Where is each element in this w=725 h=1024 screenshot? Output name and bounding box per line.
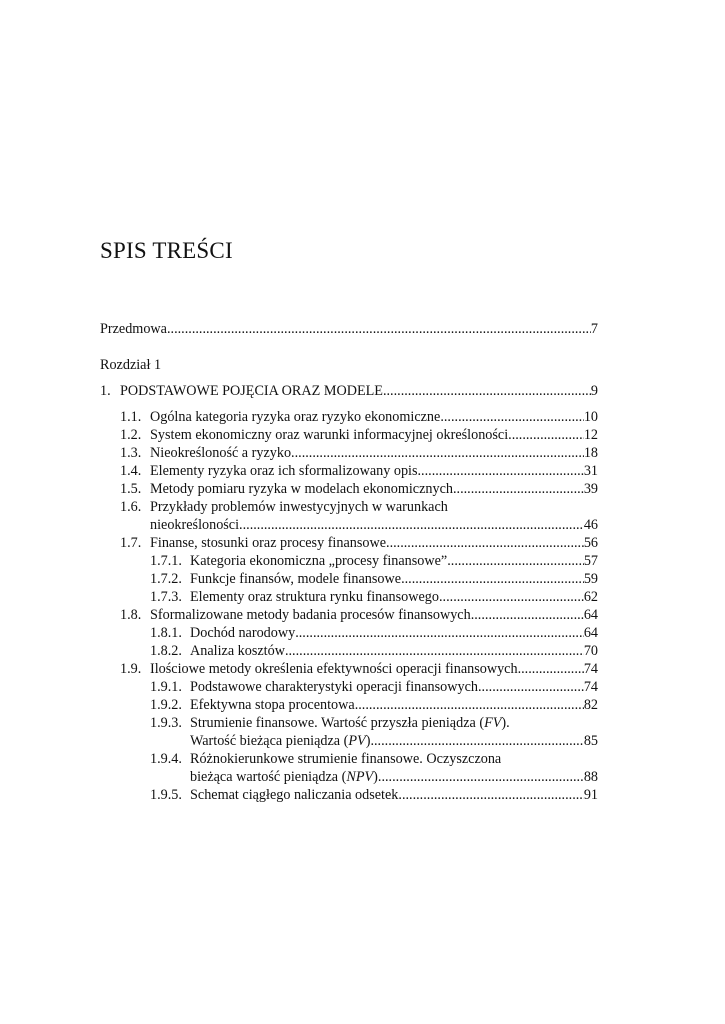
- toc-entry-1-8: [100, 606, 598, 624]
- toc-entry-title: Ogólna kategoria ryzyka oraz ryzyko ekonomiczne: [150, 409, 441, 425]
- toc-entry-1-9: [100, 660, 598, 678]
- page-title: SPIS TREŚCI: [100, 238, 233, 263]
- toc-entry-number: 1.7.3.: [150, 589, 182, 605]
- toc-page-number: 10: [583, 409, 598, 425]
- toc-entry-title: Sformalizowane metody badania procesów finansowych: [150, 607, 471, 623]
- toc-entry-number: 1.8.1.: [150, 625, 182, 641]
- toc-entry-title: Schemat ciągłego naliczania odsetek: [190, 787, 399, 803]
- toc-entry-1-7-3: [100, 588, 598, 606]
- toc-entry-1-8-2: [100, 642, 598, 660]
- dot-leader: [386, 534, 584, 552]
- toc-entry-number: 1.5.: [120, 481, 142, 497]
- toc-entry-1-4: [100, 462, 598, 480]
- toc-entry-title: Podstawowe charakterystyki operacji finansowych: [190, 679, 478, 695]
- toc-entry-number: 1.9.3.: [150, 715, 182, 731]
- toc-entry-title: nieokreśloności: [150, 517, 240, 533]
- toc-entry-1-7-1: [100, 552, 598, 570]
- toc-page-number: 59: [583, 571, 598, 587]
- toc-entry-1-5: [100, 480, 598, 498]
- toc-entry-title: Efektywna stopa procentowa: [190, 697, 355, 713]
- toc-entry-number: 1.1.: [120, 409, 142, 425]
- dot-leader: [378, 768, 584, 786]
- toc-entry-1-2: [100, 426, 598, 444]
- dot-leader: [447, 552, 584, 570]
- dot-leader: [471, 606, 584, 624]
- toc-entry-title: Przedmowa: [100, 321, 167, 337]
- toc-page-number: 62: [583, 589, 598, 605]
- dot-leader: [291, 444, 584, 462]
- toc-entry-1-9-1: [100, 678, 598, 696]
- toc-entry-preface: [100, 320, 598, 338]
- toc-entry-title: [190, 714, 510, 732]
- toc-entry-number: 1.7.: [120, 535, 142, 551]
- dot-leader: [401, 570, 584, 588]
- toc-entry-title: Funkcje finansów, modele finansowe: [190, 571, 402, 587]
- dot-leader: [239, 516, 584, 534]
- toc-page-number: 9: [590, 383, 598, 399]
- title-text: ): [365, 733, 371, 749]
- toc-entry-title: Przykłady problemów inwestycyjnych w warunkach: [150, 499, 448, 515]
- toc-page-number: 18: [583, 445, 598, 461]
- toc-entry-title: [190, 768, 378, 786]
- toc-entry-title: [190, 732, 370, 750]
- dot-leader: [518, 660, 584, 678]
- title-text: Wartość bieżąca pieniądza (: [190, 733, 349, 749]
- toc-page-number: 7: [590, 321, 598, 337]
- toc-entry-title: PODSTAWOWE POJĘCIA ORAZ MODELE: [120, 383, 383, 399]
- toc-entry-title: Różnokierunkowe strumienie finansowe. Oczyszczona: [190, 751, 502, 767]
- toc-entry-1-9-4: [100, 750, 598, 768]
- toc-page-number: 64: [583, 625, 598, 641]
- toc-entry-number: 1.8.2.: [150, 643, 182, 659]
- toc-entry-1-7-2: [100, 570, 598, 588]
- toc-entry-chapter-1: [100, 382, 598, 400]
- toc-page-number: 91: [583, 787, 598, 803]
- dot-leader: [453, 480, 584, 498]
- toc-page-number: 31: [583, 463, 598, 479]
- dot-leader: [478, 678, 584, 696]
- toc-entry-1-9-3-continued: [100, 732, 598, 750]
- toc-entry-1-9-2: [100, 696, 598, 714]
- toc-entry-1-3: [100, 444, 598, 462]
- title-italic-abbrev: PV: [348, 733, 366, 749]
- toc-entry-number: 1.9.4.: [150, 751, 182, 767]
- toc-entry-number: 1.2.: [120, 427, 142, 443]
- dot-leader: [295, 624, 584, 642]
- toc-page-number: 39: [583, 481, 598, 497]
- toc-entry-title: Elementy oraz struktura rynku finansowego: [190, 589, 439, 605]
- toc-page-number: 85: [583, 733, 598, 749]
- toc-entry-number: 1.: [100, 383, 111, 399]
- dot-leader: [355, 696, 584, 714]
- toc-entry-title: Nieokreśloność a ryzyko: [150, 445, 292, 461]
- toc-entry-number: 1.3.: [120, 445, 142, 461]
- dot-leader: [418, 462, 584, 480]
- toc-entry-1-9-4-continued: [100, 768, 598, 786]
- toc-entry-title: Finanse, stosunki oraz procesy finansowe: [150, 535, 387, 551]
- toc-entry-1-1: [100, 408, 598, 426]
- dot-leader: [370, 732, 583, 750]
- dot-leader: [440, 408, 583, 426]
- toc-entry-1-6-continued: [100, 516, 598, 534]
- toc-entry-title: System ekonomiczny oraz warunki informacyjnej określoności: [150, 427, 509, 443]
- toc-page-number: 70: [583, 643, 598, 659]
- toc-entry-title: Analiza kosztów: [190, 643, 285, 659]
- toc-page-number: 56: [583, 535, 598, 551]
- toc-page-number: 74: [583, 679, 598, 695]
- toc-entry-title: Dochód narodowy: [190, 625, 296, 641]
- toc-entry-number: 1.4.: [120, 463, 142, 479]
- dot-leader: [383, 382, 591, 400]
- toc-entry-1-8-1: [100, 624, 598, 642]
- toc-entry-number: 1.7.1.: [150, 553, 182, 569]
- toc-entry-title: Metody pomiaru ryzyka w modelach ekonomicznych: [150, 481, 453, 497]
- dot-leader: [508, 426, 584, 444]
- toc-entry-1-7: [100, 534, 598, 552]
- toc-entry-number: 1.9.2.: [150, 697, 182, 713]
- toc-entry-title: Elementy ryzyka oraz ich sformalizowany opis: [150, 463, 418, 479]
- dot-leader: [285, 642, 584, 660]
- toc-entry-number: 1.9.: [120, 661, 142, 677]
- title-italic-abbrev: NPV: [346, 769, 374, 785]
- toc-entry-title: Ilościowe metody określenia efektywności operacji finansowych: [150, 661, 518, 677]
- toc-entry-number: 1.7.2.: [150, 571, 182, 587]
- toc-entry-number: 1.8.: [120, 607, 142, 623]
- toc-page-number: 46: [583, 517, 598, 533]
- toc-page-number: 88: [583, 769, 598, 785]
- dot-leader: [398, 786, 583, 804]
- toc-entry-1-9-3: [100, 714, 598, 732]
- toc-page-number: 64: [583, 607, 598, 623]
- dot-leader: [439, 588, 584, 606]
- toc-entry-number: 1.6.: [120, 499, 142, 515]
- toc-entry-1-6: [100, 498, 598, 516]
- toc-page-number: 82: [583, 697, 598, 713]
- toc-entry-number: 1.9.5.: [150, 787, 182, 803]
- toc-page-number: 12: [583, 427, 598, 443]
- title-italic-abbrev: FV: [484, 715, 502, 731]
- toc-page-number: 57: [583, 553, 598, 569]
- dot-leader: [167, 320, 591, 338]
- toc-entry-title: Kategoria ekonomiczna „procesy finansowe”: [190, 553, 448, 569]
- toc-entry-1-9-5: [100, 786, 598, 804]
- title-text: Strumienie finansowe. Wartość przyszła pieniądza (: [190, 715, 485, 731]
- toc-entry-number: 1.9.1.: [150, 679, 182, 695]
- chapter-label: Rozdział 1: [100, 357, 162, 373]
- title-text: ): [373, 769, 378, 785]
- title-text: ).: [501, 715, 510, 731]
- title-text: bieżąca wartość pieniądza (: [190, 769, 347, 785]
- toc-page-number: 74: [583, 661, 598, 677]
